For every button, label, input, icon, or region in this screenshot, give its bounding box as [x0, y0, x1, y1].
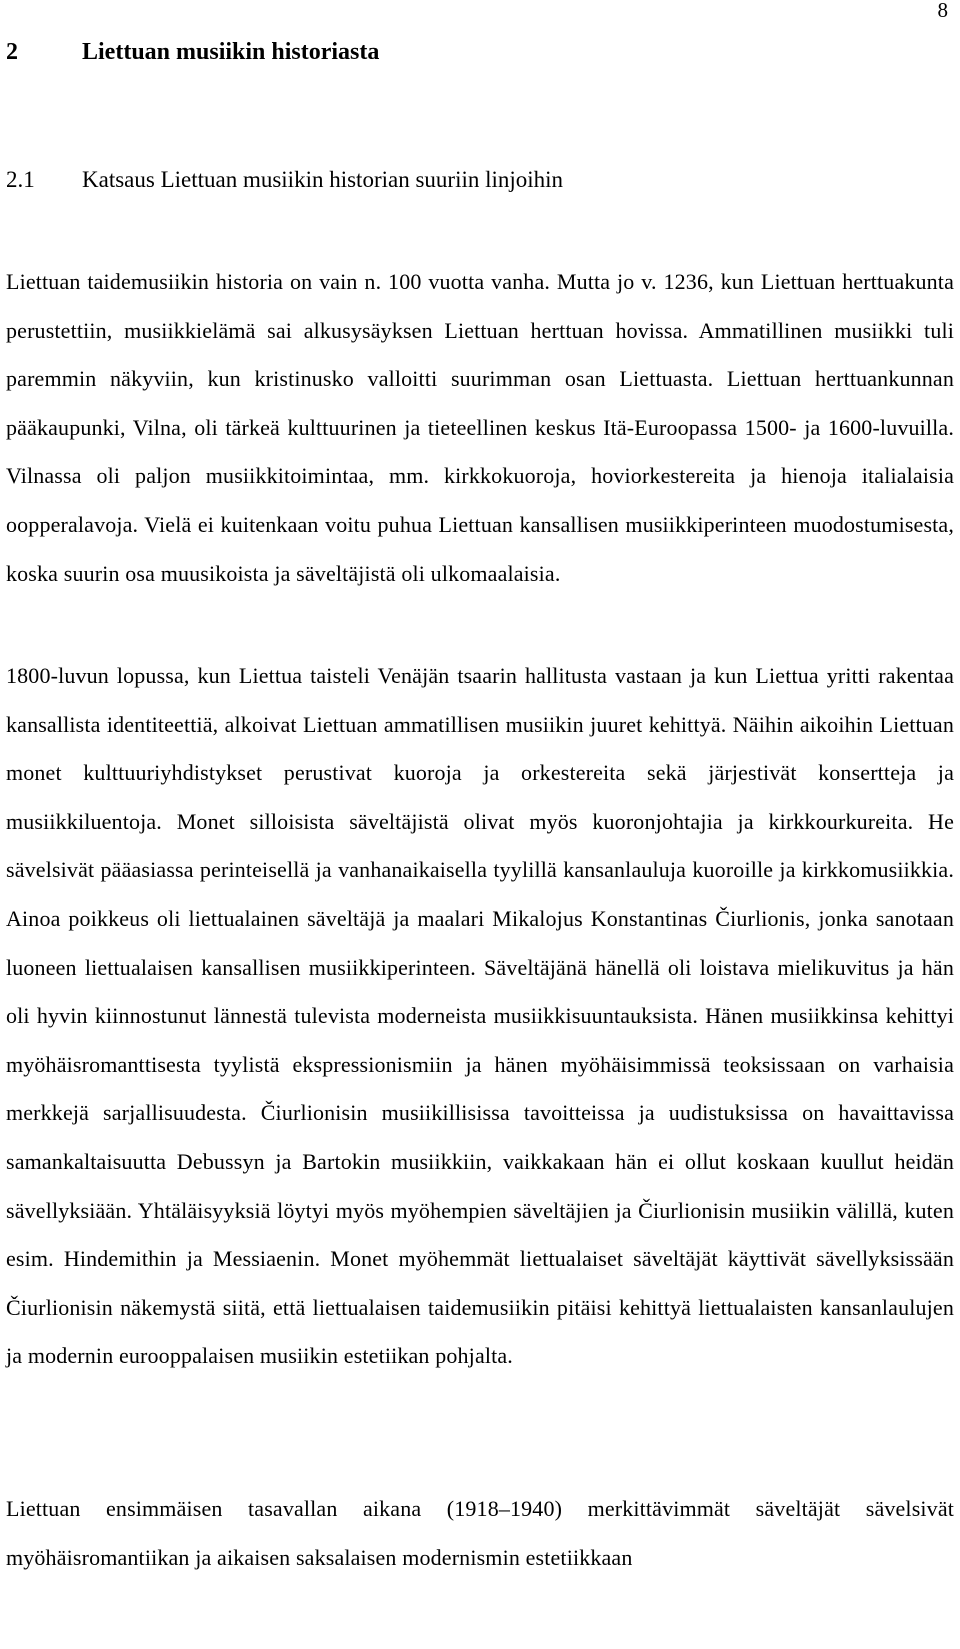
chapter-number: 2 [6, 39, 18, 65]
body-paragraph: 1800-luvun lopussa, kun Liettua taisteli Venäjän tsaarin hallitusta vastaan ja kun Liettua yritti rakentaa kansallista identiteettiä, alkoivat Liettuan ammatillisen musiikin juuret kehittyä. Näihin aikoihin Liettuan monet kulttuuriyhdistykset perustivat kuoroja ja orkestereita sekä järjestivät konsertteja ja musiikkiluentoja. Monet silloisista säveltäjistä olivat myös kuoronjohtajia ja kirkkourkureita. He sävelsivät pääasiassa perinteisellä ja vanhanaikaisella tyylillä kansanlauluja kuoroille ja kirkkomusiikkia. Ainoa poikkeus oli liettualainen säveltäjä ja maalari Mikalojus Konstantinas Čiurlionis, jonka sanotaan luoneen liettualaisen kansallisen musiikkiperinteen. Säveltäjänä hänellä oli loistava mielikuvitus ja hän oli hyvin kiinnostunut lännestä tulevista moderneista musiikkisuuntauksista. Hänen musiikkinsa kehittyi myöhäisromanttisesta tyylistä ekspressionismiin ja hänen myöhäisimmissä teoksissaan on varhaisia merkkejä sarjallisuudesta. Čiurlionisin musiikillisissa tavoitteissa ja uudistuksissa on havaittavissa samankaltaisuutta Debussyn ja Bartokin musiikkiin, vaikkakaan hän ei ollut koskaan kuullut heidän sävellyksiään. Yhtäläisyyksiä löytyi myös myöhempien säveltäjien ja Čiurlionisin musiikin välillä, kuten esim. Hindemithin ja Messiaenin. Monet myöhemmät liettualaiset säveltäjät käyttivät sävellyksissään Čiurlionisin näkemystä siitä, että liettualaisen taidemusiikin pitäisi kehittyä liettualaisten kansanlaulujen ja modernin eurooppalaisen musiikin estetiikan pohjalta. [6, 663, 954, 1369]
body-paragraph: Liettuan taidemusiikin historia on vain n. 100 vuotta vanha. Mutta jo v. 1236, kun Liettuan herttuakunta perustettiin, musiikkielämä sai alkusysäyksen Liettuan herttuan hovissa. Ammatillinen musiikki tuli paremmin näkyviin, kun kristinusko valloitti suurimman osan Liettuasta. Liettuan herttuankunnan pääkaupunki, Vilna, oli tärkeä kulttuurinen ja tieteellinen keskus Itä-Euroopassa 1500- ja 1600-luvuilla. Vilnassa oli paljon musiikkitoimintaa, mm. kirkkokuoroja, hoviorkestereita ja hienoja italialaisia oopperalavoja. Vielä ei kuitenkaan voitu puhua Liettuan kansallisen musiikkiperinteen muodostumisesta, koska suurin osa muusikoista ja säveltäjistä oli ulkomaalaisia. [6, 269, 954, 586]
section-title: Katsaus Liettuan musiikin historian suuriin linjoihin [82, 167, 564, 192]
section-heading [6, 164, 563, 196]
chapter-heading [6, 36, 379, 68]
section-number: 2.1 [6, 167, 35, 192]
chapter-title: Liettuan musiikin historiasta [82, 39, 380, 65]
body-paragraph: Liettuan ensimmäisen tasavallan aikana (1918–1940) merkittävimmät säveltäjät sävelsivät myöhäisromantiikan ja aikaisen saksalaisen modernismin estetiikkaan [6, 1496, 954, 1570]
page-number: 8 [937, 0, 948, 22]
